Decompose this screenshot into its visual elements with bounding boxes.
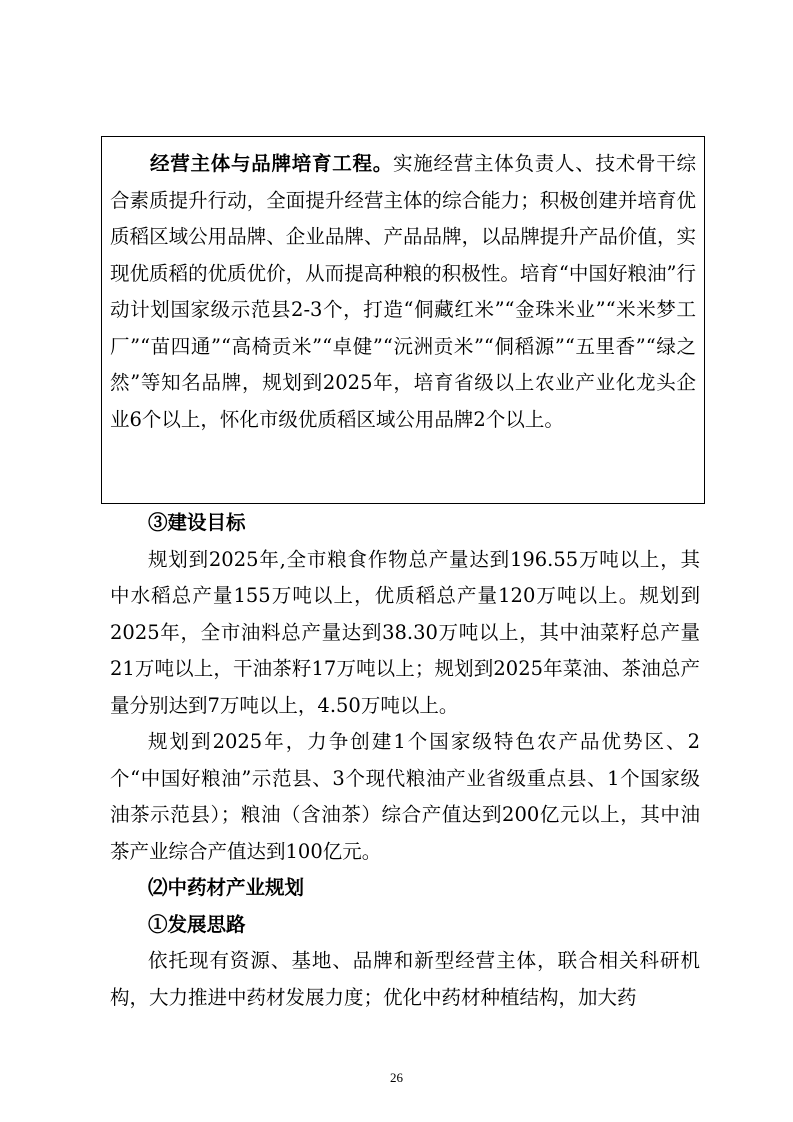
idea-heading: ①发展思路: [148, 912, 246, 936]
goal-paragraph-2: 规划到2025年，力争创建1个国家级特色农产品优势区、2个“中国好粮油”示范县、3个现代粮油产业省级重点县、1个国家级油茶示范县）；粮油（含油茶）综合产值达到200亿元以上，其中油茶产业综合产值达到100亿元。: [110, 730, 700, 863]
goal-heading: ③建设目标: [148, 511, 246, 534]
box-lead-title: 经营主体与品牌培育工程。: [150, 152, 393, 175]
box-text: 实施经营主体负责人、技术骨干综合素质提升行动，全面提升经营主体的综合能力；积极创建并培育优质稻区域公用品牌、企业品牌、产品品牌，以品牌提升产品价值，实现优质稻的优质优价，从而提高种粮的积极性。培育“中国好粮油”行动计划国家级示范县2-3个，打造“侗藏红米”“金珠米业”“米米梦工厂”“苗四通”“高椅贡米”“卓健”“沅洲贡米”“侗稻源”“五里香”“绿之然”等知名品牌，规划到2025年，培育省级以上农业产业化龙头企业6个以上，怀化市级优质稻区域公用品牌2个以上。: [110, 152, 696, 431]
idea-paragraph-1: 依托现有资源、基地、品牌和新型经营主体，联合相关科研机构，大力推进中药材发展力度；优化中药材种植结构，加大药: [110, 949, 700, 1009]
herb-heading: ⑵中药材产业规划: [148, 876, 305, 899]
highlight-box: [101, 136, 705, 504]
box-paragraph: [110, 146, 696, 438]
body-text: [110, 505, 700, 1016]
goal-paragraph-1: 规划到2025年,全市粮食作物总产量达到196.55万吨以上，其中水稻总产量155万吨以上，优质稻总产量120万吨以上。规划到2025年，全市油料总产量达到38.30万吨以上，其中油菜籽总产量21万吨以上，干油茶籽17万吨以上；规划到2025年菜油、茶油总产量分别达到7万吨以上，4.50万吨以上。: [110, 547, 700, 717]
page-number: 26: [390, 1070, 403, 1085]
